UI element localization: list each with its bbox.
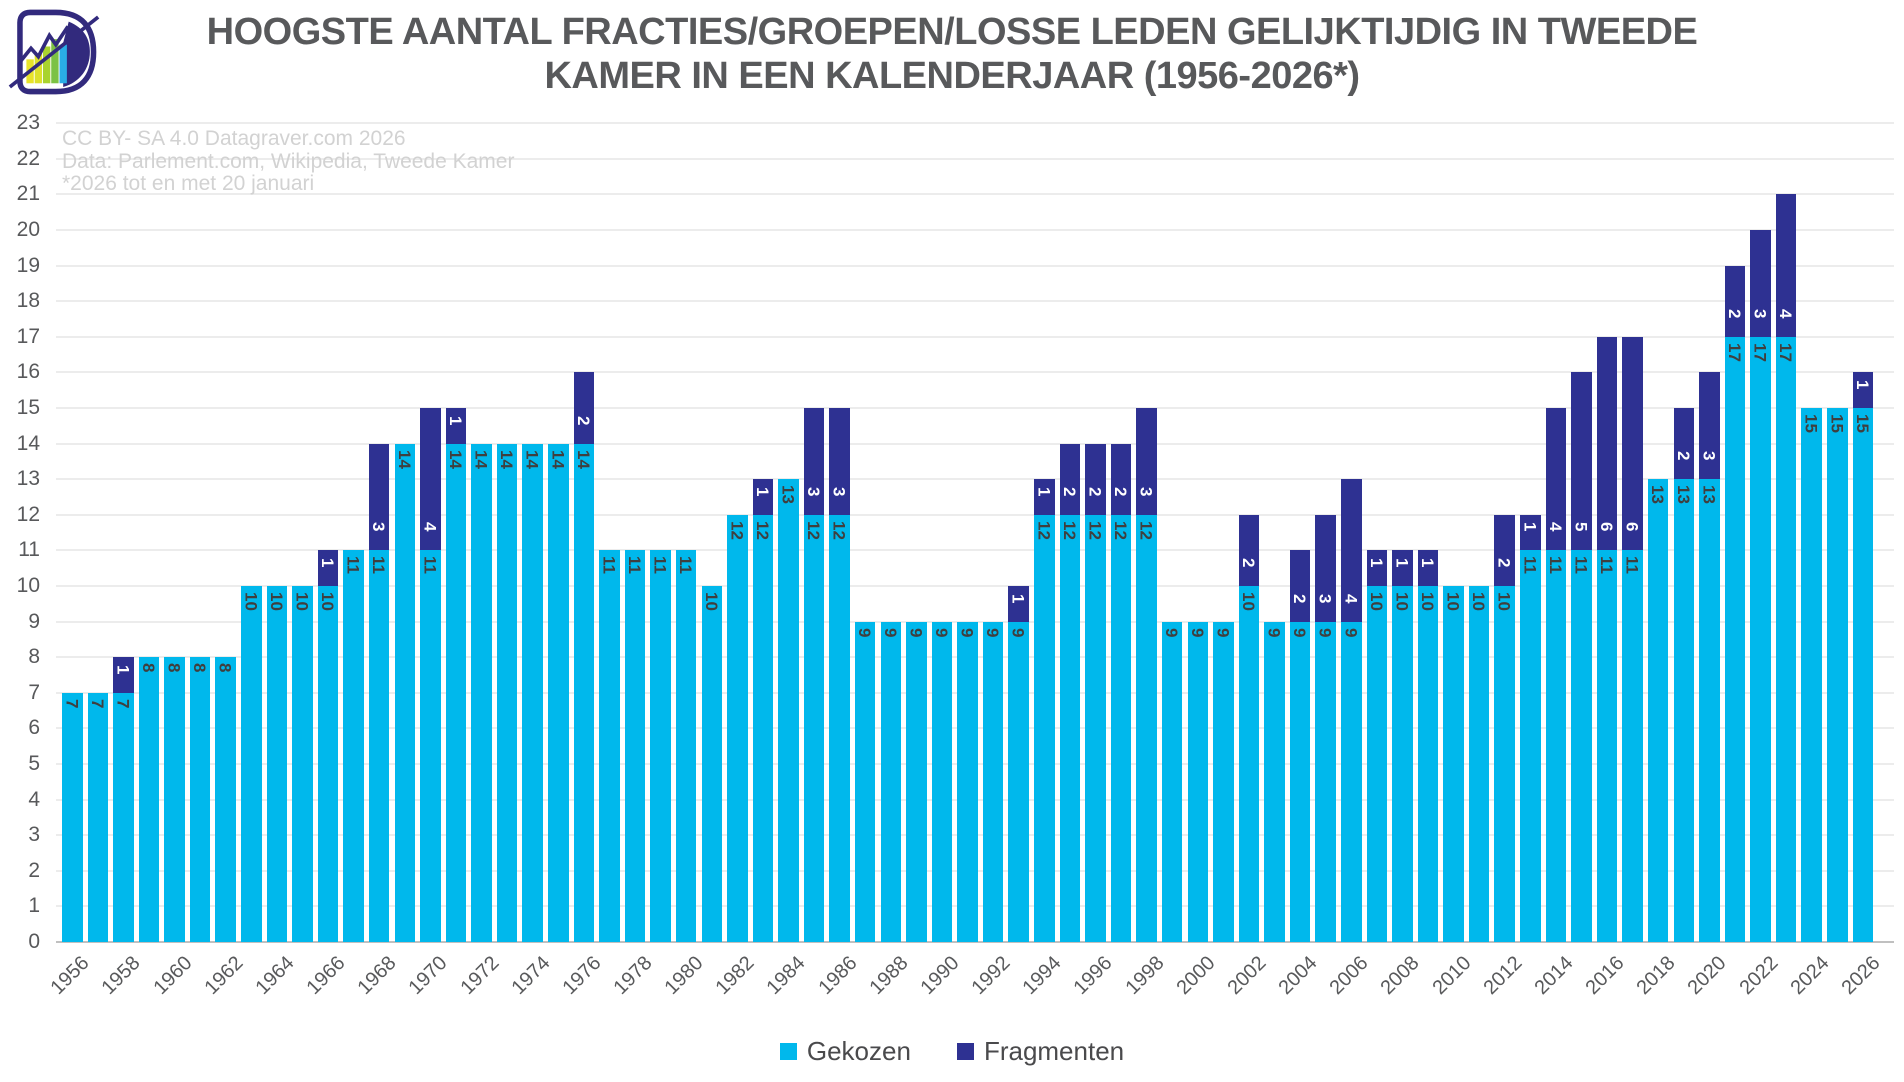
bar-gekozen-1960	[164, 657, 185, 942]
bar-value-label-gekozen: 10	[266, 592, 286, 611]
legend	[0, 1036, 1904, 1067]
bar-value-label-gekozen: 10	[701, 592, 721, 611]
y-axis-tick-label: 3	[28, 823, 40, 847]
bar-value-label-fragmenten: 2	[1290, 593, 1310, 604]
x-axis-tick-label: 2026	[1837, 952, 1885, 1000]
bar-value-label-fragmenten: 2	[1111, 486, 1131, 497]
y-axis-tick-label: 14	[16, 431, 40, 455]
bar-value-label-gekozen: 10	[1443, 592, 1463, 611]
bar-value-label-gekozen: 14	[471, 449, 491, 469]
bar-gekozen-2019	[1674, 479, 1695, 942]
bar-value-label-fragmenten: 6	[1597, 522, 1617, 532]
license-text: CC BY- SA 4.0 Datagraver.com 2026	[62, 127, 406, 150]
bar-value-label-gekozen: 11	[369, 556, 389, 575]
bar-value-label-fragmenten: 1	[445, 415, 465, 426]
bar-value-label-fragmenten: 1	[1520, 522, 1540, 532]
bar-gekozen-2013	[1520, 550, 1541, 942]
bar-gekozen-1966	[318, 586, 339, 942]
bar-gekozen-1974	[522, 444, 543, 942]
y-axis-tick-label: 4	[28, 787, 40, 811]
y-axis-tick-label: 15	[16, 396, 40, 419]
bar-value-label-fragmenten: 1	[752, 486, 772, 497]
bar-gekozen-1990	[932, 622, 953, 942]
bar-fragmenten-2022	[1750, 230, 1771, 337]
bar-value-label-gekozen: 9	[1213, 627, 1233, 638]
bar-fragmenten-1976	[574, 372, 595, 443]
bar-value-label-fragmenten: 2	[1673, 451, 1693, 461]
bar-fragmenten-2008	[1392, 550, 1413, 586]
y-axis-tick-label: 8	[28, 645, 40, 669]
bar-value-label-gekozen: 9	[1008, 627, 1028, 638]
bar-gekozen-1965	[292, 586, 313, 942]
bar-gekozen-1985	[804, 515, 825, 942]
bar-gekozen-2011	[1469, 586, 1490, 942]
bar-gekozen-1981	[702, 586, 723, 942]
bar-gekozen-2004	[1290, 622, 1311, 942]
x-axis-tick-label: 1972	[456, 952, 504, 1000]
x-axis-tick-label: 1992	[967, 952, 1015, 1000]
y-axis-tick-label: 6	[28, 716, 40, 740]
gridline	[56, 265, 1894, 267]
bar-value-label-gekozen: 10	[1417, 592, 1437, 611]
bar-gekozen-1984	[778, 479, 799, 942]
bar-gekozen-1967	[343, 550, 364, 942]
bar-value-label-gekozen: 10	[1469, 592, 1489, 611]
bar-gekozen-2023	[1776, 337, 1797, 942]
gridline	[56, 478, 1894, 480]
bar-value-label-gekozen: 9	[906, 627, 926, 638]
data-source-text: Data: Parlement.com, Wikipedia, Tweede Kamer	[62, 149, 515, 173]
bar-value-label-fragmenten: 1	[1366, 558, 1386, 568]
bar-value-label-gekozen: 13	[1673, 485, 1693, 505]
bar-value-label-fragmenten: 4	[1545, 522, 1565, 532]
bar-value-label-fragmenten: 1	[1852, 380, 1872, 390]
y-axis-tick-label: 13	[16, 467, 40, 491]
x-axis-tick-label: 1984	[763, 952, 811, 1000]
x-axis-tick-label: 1976	[558, 952, 606, 1000]
chart-title	[0, 10, 1904, 98]
y-axis-tick-label: 11	[18, 538, 40, 562]
bar-fragmenten-1995	[1060, 444, 1081, 515]
bar-value-label-gekozen: 11	[650, 556, 670, 575]
bar-fragmenten-1998	[1136, 408, 1157, 515]
y-axis-tick-label: 10	[16, 574, 40, 597]
bar-gekozen-1977	[599, 550, 620, 942]
bar-gekozen-1962	[215, 657, 236, 942]
bar-value-label-fragmenten: 2	[1085, 486, 1105, 497]
bar-fragmenten-2017	[1622, 337, 1643, 551]
bar-gekozen-2018	[1648, 479, 1669, 942]
bar-gekozen-1988	[881, 622, 902, 942]
bar-value-label-gekozen: 15	[1827, 414, 1847, 433]
x-axis-tick-label: 1958	[97, 952, 145, 1000]
bar-gekozen-2000	[1188, 622, 1209, 942]
bar-gekozen-2024	[1801, 408, 1822, 942]
bar-value-label-gekozen: 12	[804, 520, 824, 540]
bar-value-label-fragmenten: 2	[1724, 308, 1744, 319]
bar-gekozen-2014	[1546, 550, 1567, 942]
x-axis-tick-label: 1990	[916, 952, 964, 1000]
bar-value-label-fragmenten: 4	[1341, 593, 1361, 604]
bar-value-label-fragmenten: 1	[318, 558, 338, 568]
x-axis-tick-label: 1962	[200, 952, 248, 1000]
x-axis-tick-label: 2016	[1581, 952, 1629, 1000]
bar-value-label-gekozen: 9	[1315, 627, 1335, 638]
bar-gekozen-1959	[139, 657, 160, 942]
legend-label: Fragmenten	[983, 1036, 1125, 1066]
y-axis-tick-label: 17	[16, 324, 40, 348]
bar-value-label-gekozen: 13	[1648, 485, 1668, 505]
bar-fragmenten-2004	[1290, 550, 1311, 621]
bar-gekozen-1969	[395, 444, 416, 942]
bar-value-label-gekozen: 8	[138, 663, 158, 673]
chart-title-line2: KAMER IN EEN KALENDERJAAR (1956-2026*)	[544, 55, 1360, 97]
y-axis-tick-label: 19	[16, 253, 40, 277]
bar-value-label-fragmenten: 1	[113, 664, 133, 675]
bar-gekozen-2010	[1443, 586, 1464, 942]
y-axis-tick-label: 18	[16, 289, 40, 313]
bar-gekozen-1995	[1060, 515, 1081, 942]
gridline	[56, 514, 1894, 516]
bar-value-label-gekozen: 8	[164, 663, 184, 673]
bar-value-label-gekozen: 12	[1136, 520, 1156, 540]
bar-value-label-fragmenten: 3	[829, 486, 849, 497]
bar-gekozen-1956	[62, 693, 83, 942]
legend-item-fragmenten	[957, 1036, 1124, 1067]
x-axis-tick-label: 1994	[1018, 952, 1066, 1000]
bar-value-label-fragmenten: 2	[573, 415, 593, 426]
bar-value-label-gekozen: 17	[1750, 342, 1770, 362]
bar-value-label-gekozen: 9	[957, 627, 977, 638]
bar-value-label-gekozen: 9	[1187, 627, 1207, 638]
bar-value-label-fragmenten: 1	[1417, 558, 1437, 568]
bar-gekozen-2006	[1341, 622, 1362, 942]
bar-value-label-gekozen: 9	[983, 627, 1003, 638]
y-axis-tick-label: 1	[28, 894, 40, 918]
bar-value-label-gekozen: 14	[548, 449, 568, 469]
bar-value-label-gekozen: 10	[1494, 592, 1514, 611]
y-axis-tick-label: 2	[28, 858, 40, 882]
bar-gekozen-2007	[1367, 586, 1388, 942]
bar-gekozen-1963	[241, 586, 262, 942]
legend-swatch-icon	[957, 1043, 974, 1060]
bar-value-label-gekozen: 10	[318, 592, 338, 611]
x-axis-tick-label: 1960	[149, 952, 197, 1000]
bar-value-label-gekozen: 11	[343, 556, 363, 575]
x-axis-tick-label: 2022	[1735, 952, 1783, 1000]
y-axis-tick-label: 12	[16, 502, 40, 526]
y-axis-tick-label: 5	[28, 752, 40, 775]
bar-gekozen-1991	[957, 622, 978, 942]
y-axis-tick-label: 7	[28, 680, 40, 704]
x-axis-tick-label: 2020	[1683, 952, 1731, 1000]
bar-fragmenten-1983	[753, 479, 774, 515]
gridline	[56, 229, 1894, 231]
bar-gekozen-2008	[1392, 586, 1413, 942]
chart-title-line1: HOOGSTE AANTAL FRACTIES/GROEPEN/LOSSE LEDEN GELIJKTIJDIG IN TWEEDE	[206, 11, 1698, 53]
bar-gekozen-1971	[446, 444, 467, 942]
x-axis-tick-label: 1978	[609, 952, 657, 1000]
datagraver-logo-icon	[8, 6, 100, 98]
bar-value-label-fragmenten: 3	[804, 486, 824, 497]
y-axis-tick-label: 0	[28, 930, 40, 953]
x-axis-tick-label: 2002	[1223, 952, 1271, 1000]
gridline	[56, 336, 1894, 338]
x-axis-tick-label: 2004	[1274, 952, 1322, 1000]
bar-gekozen-2025	[1827, 408, 1848, 942]
bar-fragmenten-2013	[1520, 515, 1541, 551]
bar-value-label-fragmenten: 4	[1776, 308, 1796, 319]
x-axis-tick-label: 2008	[1376, 952, 1424, 1000]
bar-value-label-gekozen: 14	[394, 449, 414, 469]
bar-value-label-gekozen: 10	[1238, 592, 1258, 611]
legend-label: Gekozen	[806, 1036, 911, 1066]
bar-value-label-gekozen: 12	[1085, 520, 1105, 540]
bar-fragmenten-1966	[318, 550, 339, 586]
bar-value-label-gekozen: 9	[1162, 627, 1182, 638]
bar-fragmenten-2002	[1239, 515, 1260, 586]
gridline	[56, 122, 1894, 124]
bar-gekozen-2026	[1853, 408, 1874, 942]
bar-fragmenten-2020	[1699, 372, 1720, 479]
bar-fragmenten-1994	[1034, 479, 1055, 515]
bar-gekozen-2015	[1571, 550, 1592, 942]
x-axis-tick-label: 2014	[1530, 952, 1578, 1000]
x-axis-tick-label: 2012	[1479, 952, 1527, 1000]
footnote-text: *2026 tot en met 20 januari	[62, 172, 315, 195]
bar-value-label-gekozen: 9	[1341, 627, 1361, 638]
bar-fragmenten-2021	[1725, 266, 1746, 337]
y-axis-tick-label: 20	[16, 218, 40, 241]
bar-value-label-fragmenten: 3	[1136, 486, 1156, 497]
bar-gekozen-2009	[1418, 586, 1439, 942]
bar-gekozen-1989	[906, 622, 927, 942]
source-annotation	[62, 128, 514, 196]
y-axis-tick-label: 16	[16, 360, 40, 384]
x-axis-tick-label: 1980	[660, 952, 708, 1000]
bar-value-label-fragmenten: 4	[420, 522, 440, 532]
x-axis-tick-label: 1956	[46, 952, 94, 1000]
bar-value-label-gekozen: 12	[1059, 520, 1079, 540]
bar-value-label-gekozen: 12	[829, 520, 849, 540]
bar-value-label-gekozen: 14	[445, 449, 465, 469]
bar-gekozen-1958	[113, 693, 134, 942]
bar-value-label-fragmenten: 1	[1008, 593, 1028, 604]
bar-value-label-fragmenten: 1	[1392, 558, 1412, 568]
bar-gekozen-1983	[753, 515, 774, 942]
bar-value-label-fragmenten: 1	[1034, 486, 1054, 497]
y-axis-tick-label: 9	[28, 609, 40, 633]
gridline	[56, 443, 1894, 445]
bar-value-label-fragmenten: 2	[1238, 558, 1258, 568]
x-axis-tick-label: 1998	[1121, 952, 1169, 1000]
x-axis-tick-label: 1982	[711, 952, 759, 1000]
bar-gekozen-2001	[1213, 622, 1234, 942]
x-axis-tick-label: 1974	[507, 952, 555, 1000]
bar-gekozen-1973	[497, 444, 518, 942]
legend-item-gekozen	[780, 1036, 911, 1067]
bar-gekozen-1996	[1085, 515, 1106, 942]
bar-value-label-gekozen: 9	[1290, 627, 1310, 638]
bar-fragmenten-2019	[1674, 408, 1695, 479]
bar-gekozen-1978	[625, 550, 646, 942]
bar-value-label-fragmenten: 2	[1494, 558, 1514, 568]
bar-value-label-gekozen: 11	[1520, 556, 1540, 575]
bar-value-label-gekozen: 9	[880, 627, 900, 638]
bar-value-label-gekozen: 8	[215, 663, 235, 673]
bar-gekozen-2022	[1750, 337, 1771, 942]
bar-value-label-gekozen: 10	[1366, 592, 1386, 611]
bar-gekozen-2005	[1315, 622, 1336, 942]
bar-gekozen-1968	[369, 550, 390, 942]
bar-value-label-gekozen: 11	[676, 556, 696, 575]
bar-fragmenten-1986	[829, 408, 850, 515]
bar-gekozen-1957	[88, 693, 109, 942]
bar-fragmenten-1993	[1008, 586, 1029, 622]
bar-value-label-gekozen: 7	[113, 698, 133, 709]
bar-fragmenten-2009	[1418, 550, 1439, 586]
bar-fragmenten-1996	[1085, 444, 1106, 515]
x-axis-tick-label: 2018	[1632, 952, 1680, 1000]
bar-value-label-fragmenten: 6	[1622, 522, 1642, 532]
bar-value-label-gekozen: 9	[855, 627, 875, 638]
bar-value-label-gekozen: 12	[752, 520, 772, 540]
bar-gekozen-1979	[650, 550, 671, 942]
bar-value-label-gekozen: 14	[573, 449, 593, 469]
bar-gekozen-2020	[1699, 479, 1720, 942]
bar-value-label-gekozen: 11	[625, 556, 644, 575]
bar-fragmenten-2007	[1367, 550, 1388, 586]
bar-gekozen-1993	[1008, 622, 1029, 942]
x-axis-tick-label: 1964	[251, 952, 299, 1000]
gridline	[56, 407, 1894, 409]
bar-value-label-gekozen: 7	[87, 698, 107, 709]
bar-gekozen-2002	[1239, 586, 1260, 942]
bar-value-label-gekozen: 17	[1776, 342, 1796, 362]
bar-gekozen-1992	[983, 622, 1004, 942]
bar-fragmenten-2016	[1597, 337, 1618, 551]
bar-fragmenten-2012	[1494, 515, 1515, 586]
bar-value-label-fragmenten: 3	[1750, 308, 1770, 319]
bar-value-label-gekozen: 9	[1264, 627, 1284, 638]
y-axis-tick-label: 21	[16, 182, 40, 206]
bar-value-label-gekozen: 13	[778, 485, 798, 505]
y-axis-tick-label: 23	[16, 111, 40, 135]
bar-value-label-gekozen: 15	[1852, 414, 1872, 433]
bar-gekozen-1975	[548, 444, 569, 942]
bar-value-label-gekozen: 14	[497, 449, 517, 469]
bar-value-label-gekozen: 13	[1699, 485, 1719, 505]
x-axis-tick-label: 2024	[1786, 952, 1834, 1000]
bar-fragmenten-1971	[446, 408, 467, 444]
bar-value-label-gekozen: 11	[420, 556, 440, 575]
bar-value-label-gekozen: 14	[522, 449, 542, 469]
x-axis-tick-label: 2000	[1172, 952, 1220, 1000]
bar-value-label-gekozen: 12	[1034, 520, 1054, 540]
bar-value-label-gekozen: 15	[1801, 414, 1821, 433]
x-axis-tick-label: 1996	[1069, 952, 1117, 1000]
bar-gekozen-1980	[676, 550, 697, 942]
bar-fragmenten-1968	[369, 444, 390, 551]
bar-value-label-gekozen: 10	[241, 592, 261, 611]
bar-fragmenten-2026	[1853, 372, 1874, 408]
bar-gekozen-1998	[1136, 515, 1157, 942]
bar-gekozen-2012	[1494, 586, 1515, 942]
bar-value-label-gekozen: 9	[931, 627, 951, 638]
bar-fragmenten-1958	[113, 657, 134, 693]
gridline	[56, 300, 1894, 302]
bar-gekozen-1964	[267, 586, 288, 942]
bar-value-label-gekozen: 10	[292, 592, 312, 611]
x-axis-tick-label: 1966	[302, 952, 350, 1000]
bar-gekozen-1994	[1034, 515, 1055, 942]
bar-fragmenten-2005	[1315, 515, 1336, 622]
bar-value-label-fragmenten: 3	[1699, 451, 1719, 461]
bar-value-label-fragmenten: 3	[369, 522, 389, 532]
bar-gekozen-2003	[1264, 622, 1285, 942]
x-axis-tick-label: 1986	[814, 952, 862, 1000]
bar-value-label-gekozen: 11	[1597, 556, 1617, 575]
bar-gekozen-1982	[727, 515, 748, 942]
bar-gekozen-1970	[420, 550, 441, 942]
bar-value-label-gekozen: 11	[1622, 556, 1642, 575]
bar-gekozen-2017	[1622, 550, 1643, 942]
bar-gekozen-1986	[829, 515, 850, 942]
bar-value-label-gekozen: 7	[62, 698, 82, 709]
x-axis-tick-label: 2006	[1325, 952, 1373, 1000]
x-axis-tick-label: 2010	[1428, 952, 1476, 1000]
bar-gekozen-1999	[1162, 622, 1183, 942]
x-axis-tick-label: 1988	[865, 952, 913, 1000]
x-axis-tick-label: 1968	[353, 952, 401, 1000]
bar-value-label-fragmenten: 5	[1571, 522, 1591, 532]
y-axis-tick-label: 22	[16, 146, 40, 170]
bar-gekozen-2016	[1597, 550, 1618, 942]
bar-value-label-gekozen: 11	[599, 556, 619, 575]
bar-value-label-gekozen: 12	[727, 520, 747, 540]
bar-value-label-gekozen: 17	[1724, 342, 1744, 362]
bar-gekozen-1961	[190, 657, 211, 942]
x-axis-tick-label: 1970	[404, 952, 452, 1000]
gridline	[56, 371, 1894, 373]
bar-gekozen-1972	[471, 444, 492, 942]
bar-gekozen-1997	[1111, 515, 1132, 942]
bar-value-label-gekozen: 10	[1392, 592, 1412, 611]
bar-gekozen-1987	[855, 622, 876, 942]
bar-value-label-gekozen: 12	[1111, 520, 1131, 540]
bar-value-label-gekozen: 11	[1545, 556, 1565, 575]
bar-fragmenten-1985	[804, 408, 825, 515]
bar-gekozen-1976	[574, 444, 595, 942]
bar-value-label-fragmenten: 2	[1059, 486, 1079, 497]
bar-gekozen-2021	[1725, 337, 1746, 942]
bar-value-label-gekozen: 11	[1571, 556, 1591, 575]
bar-value-label-fragmenten: 3	[1315, 593, 1335, 604]
bar-value-label-gekozen: 8	[190, 663, 210, 673]
bar-fragmenten-1997	[1111, 444, 1132, 515]
legend-swatch-icon	[780, 1043, 797, 1060]
